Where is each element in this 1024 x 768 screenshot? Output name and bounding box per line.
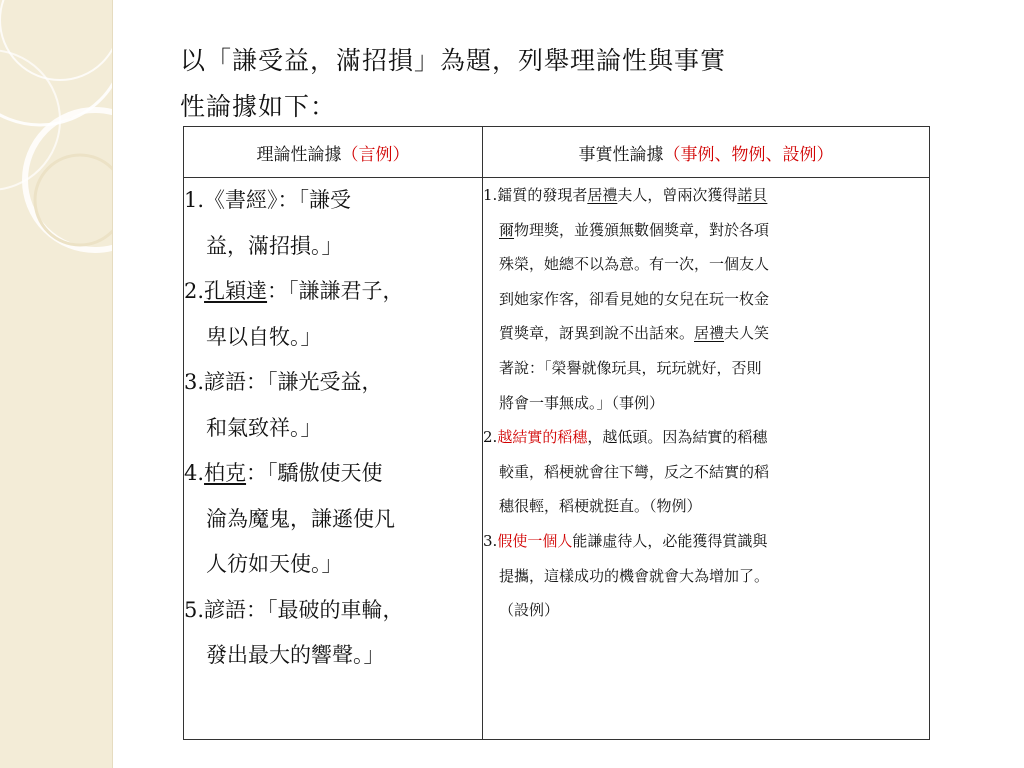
fact-header-label: 事實性論據 bbox=[578, 144, 664, 165]
theory-item-5: 5.諺語：「最破的車輪， 發出最大的響聲。」 bbox=[184, 597, 404, 667]
person-name: 柏克 bbox=[204, 461, 247, 485]
person-name: 孔穎達 bbox=[204, 279, 268, 303]
fact-item-2: 2.越結實的稻穗，越低頭。因為結實的稻穗 較重，稻梗就會往下彎，反之不結實的稻 穗很輕，稻梗就挺直。（物例） bbox=[483, 428, 770, 516]
decorative-sidebar bbox=[0, 0, 113, 768]
theory-header-label: 理論性論據 bbox=[256, 144, 342, 165]
table-body-row bbox=[184, 178, 930, 740]
fact-cell bbox=[483, 178, 930, 740]
theory-item-4: 4.柏克：「驕傲使天使 淪為魔鬼，謙遜使凡 人彷如天使。」 bbox=[184, 461, 395, 576]
fact-item-1: 1.鐳質的發現者居禮夫人，曾兩次獲得諾貝 爾物理獎，並獲頒無數個獎章，對於各項 殊榮，她總不以為意。有一次，一個友人 到她家作客，卻看見她的女兒在玩一枚金 質獎章，訝異到說不出話來。居禮夫人笑 著說：「榮譽就像玩具，玩玩就好，否則 將會一事無成。」（事例） bbox=[483, 186, 770, 412]
person-name: 居禮 bbox=[587, 186, 618, 204]
person-name: 居禮 bbox=[694, 324, 725, 343]
fact-item-3: 3.假使一個人能謙虛待人，必能獲得賞識與 提攜，這樣成功的機會就會大為增加了。 （設例） bbox=[483, 531, 770, 620]
theory-item-3: 3.諺語：「謙光受益， 和氣致祥。」 bbox=[184, 370, 383, 440]
fact-header-paren: （事例、物例、設例） bbox=[663, 144, 834, 165]
slide-heading bbox=[180, 38, 940, 130]
table-header-row bbox=[184, 127, 930, 178]
theory-column-header bbox=[184, 127, 483, 178]
highlight-text: 越結實的稻穗 bbox=[497, 428, 588, 447]
fact-column-header bbox=[483, 127, 930, 178]
theory-cell bbox=[184, 178, 483, 740]
heading-line-1: 以「謙受益，滿招損」為題，列舉理論性與事實 bbox=[180, 46, 727, 75]
arguments-table bbox=[183, 126, 930, 740]
highlight-text: 假使一個人 bbox=[497, 531, 573, 550]
prize-name: 爾 bbox=[499, 220, 515, 239]
prize-name: 諾貝 bbox=[737, 186, 768, 204]
theory-item-2: 2.孔穎達：「謙謙君子， 卑以自牧。」 bbox=[184, 279, 404, 349]
theory-header-paren: （言例） bbox=[341, 144, 410, 165]
heading-line-2: 性論據如下： bbox=[180, 92, 337, 121]
sidebar-circles-decoration bbox=[0, 0, 112, 768]
theory-item-1: 1.《書經》：「謙受 益，滿招損。」 bbox=[184, 188, 352, 258]
